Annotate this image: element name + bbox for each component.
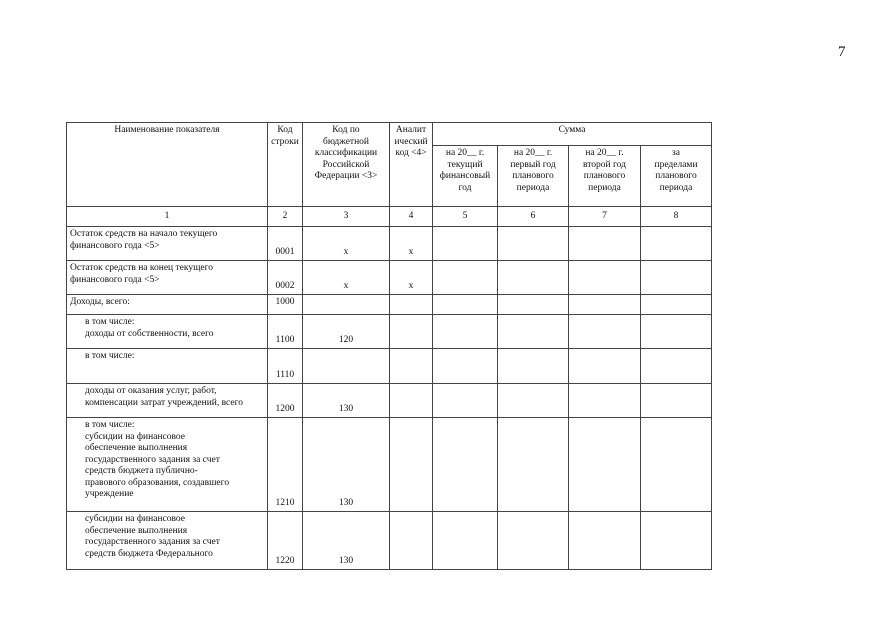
cell-sum-beyond-plan[interactable] — [641, 261, 712, 295]
row-analytic-code — [390, 349, 433, 384]
table-row — [67, 261, 712, 295]
cell-sum-second-plan-year[interactable] — [569, 315, 641, 349]
row-code: 1220 — [268, 512, 303, 570]
cell-sum-second-plan-year[interactable] — [569, 295, 641, 315]
header-row-code: Код строки — [268, 123, 303, 207]
table-row — [67, 227, 712, 261]
table-row — [67, 349, 712, 384]
cell-sum-second-plan-year[interactable] — [569, 512, 641, 570]
row-code: 0001 — [268, 227, 303, 261]
cell-sum-beyond-plan[interactable] — [641, 418, 712, 512]
cell-sum-beyond-plan[interactable] — [641, 295, 712, 315]
row-code: 1200 — [268, 384, 303, 418]
cell-sum-beyond-plan[interactable] — [641, 349, 712, 384]
row-budget-code: x — [303, 227, 390, 261]
row-indicator-name: доходы от оказания услуг, работ, компенсации затрат учреждений, всего — [67, 384, 268, 418]
row-budget-code — [303, 349, 390, 384]
cell-sum-first-plan-year[interactable] — [498, 418, 569, 512]
cell-sum-first-plan-year[interactable] — [498, 261, 569, 295]
row-budget-code: 120 — [303, 315, 390, 349]
row-budget-code: 130 — [303, 384, 390, 418]
cell-sum-first-plan-year[interactable] — [498, 349, 569, 384]
row-indicator-name: в том числе: доходы от собственности, всего — [67, 315, 268, 349]
column-number: 4 — [390, 207, 433, 227]
cell-sum-first-plan-year[interactable] — [498, 295, 569, 315]
column-number-row — [67, 207, 712, 227]
cell-sum-current-year[interactable] — [433, 384, 498, 418]
column-number: 7 — [569, 207, 641, 227]
cell-sum-current-year[interactable] — [433, 418, 498, 512]
cell-sum-first-plan-year[interactable] — [498, 315, 569, 349]
cell-sum-current-year[interactable] — [433, 349, 498, 384]
row-budget-code: 130 — [303, 418, 390, 512]
cell-sum-current-year[interactable] — [433, 512, 498, 570]
cell-sum-first-plan-year[interactable] — [498, 384, 569, 418]
cell-sum-second-plan-year[interactable] — [569, 384, 641, 418]
cell-sum-beyond-plan[interactable] — [641, 512, 712, 570]
row-code: 1000 — [268, 295, 303, 315]
cell-sum-first-plan-year[interactable] — [498, 512, 569, 570]
header-sum-beyond-plan: за пределами планового периода — [641, 146, 712, 207]
header-sum: Сумма — [433, 123, 712, 146]
column-number: 8 — [641, 207, 712, 227]
column-number: 3 — [303, 207, 390, 227]
cell-sum-second-plan-year[interactable] — [569, 349, 641, 384]
header-indicator-name: Наименование показателя — [67, 123, 268, 207]
header-sum-second-plan-year: на 20__ г. второй год планового периода — [569, 146, 641, 207]
page-number: 7 — [838, 44, 846, 60]
row-code: 1210 — [268, 418, 303, 512]
row-analytic-code: x — [390, 261, 433, 295]
row-indicator-name: в том числе: — [67, 349, 268, 384]
header-budget-classification-code: Код по бюджетной классификации Российской Федерации <3> — [303, 123, 390, 207]
row-indicator-name: в том числе: субсидии на финансовое обеспечение выполнения государственного задания за счет средств бюджета публично- правового образования, создавшего учреждение — [67, 418, 268, 512]
cell-sum-current-year[interactable] — [433, 315, 498, 349]
column-number: 1 — [67, 207, 268, 227]
row-analytic-code — [390, 315, 433, 349]
table-row — [67, 418, 712, 512]
column-number: 6 — [498, 207, 569, 227]
cell-sum-beyond-plan[interactable] — [641, 384, 712, 418]
cell-sum-beyond-plan[interactable] — [641, 315, 712, 349]
row-indicator-name: Остаток средств на конец текущего финансового года <5> — [67, 261, 268, 295]
row-code: 0002 — [268, 261, 303, 295]
cell-sum-current-year[interactable] — [433, 261, 498, 295]
cell-sum-second-plan-year[interactable] — [569, 227, 641, 261]
cell-sum-current-year[interactable] — [433, 295, 498, 315]
row-indicator-name: Доходы, всего: — [67, 295, 268, 315]
row-analytic-code — [390, 512, 433, 570]
row-analytic-code — [390, 384, 433, 418]
column-number: 2 — [268, 207, 303, 227]
header-sum-current-year: на 20__ г. текущий финансовый год — [433, 146, 498, 207]
cell-sum-current-year[interactable] — [433, 227, 498, 261]
row-code: 1110 — [268, 349, 303, 384]
financial-report-table — [66, 122, 712, 570]
row-indicator-name: Остаток средств на начало текущего финансового года <5> — [67, 227, 268, 261]
table-row — [67, 512, 712, 570]
header-sum-first-plan-year: на 20__ г. первый год планового периода — [498, 146, 569, 207]
row-budget-code: x — [303, 261, 390, 295]
header-analytic-code: Аналит ический код <4> — [390, 123, 433, 207]
table-row — [67, 384, 712, 418]
cell-sum-second-plan-year[interactable] — [569, 261, 641, 295]
cell-sum-second-plan-year[interactable] — [569, 418, 641, 512]
row-analytic-code — [390, 295, 433, 315]
row-analytic-code: x — [390, 227, 433, 261]
column-number: 5 — [433, 207, 498, 227]
row-analytic-code — [390, 418, 433, 512]
table-row — [67, 295, 712, 315]
row-budget-code: 130 — [303, 512, 390, 570]
row-code: 1100 — [268, 315, 303, 349]
cell-sum-first-plan-year[interactable] — [498, 227, 569, 261]
row-indicator-name: субсидии на финансовое обеспечение выполнения государственного задания за счет средств бюджета Федерального — [67, 512, 268, 570]
row-budget-code — [303, 295, 390, 315]
table-row — [67, 315, 712, 349]
cell-sum-beyond-plan[interactable] — [641, 227, 712, 261]
